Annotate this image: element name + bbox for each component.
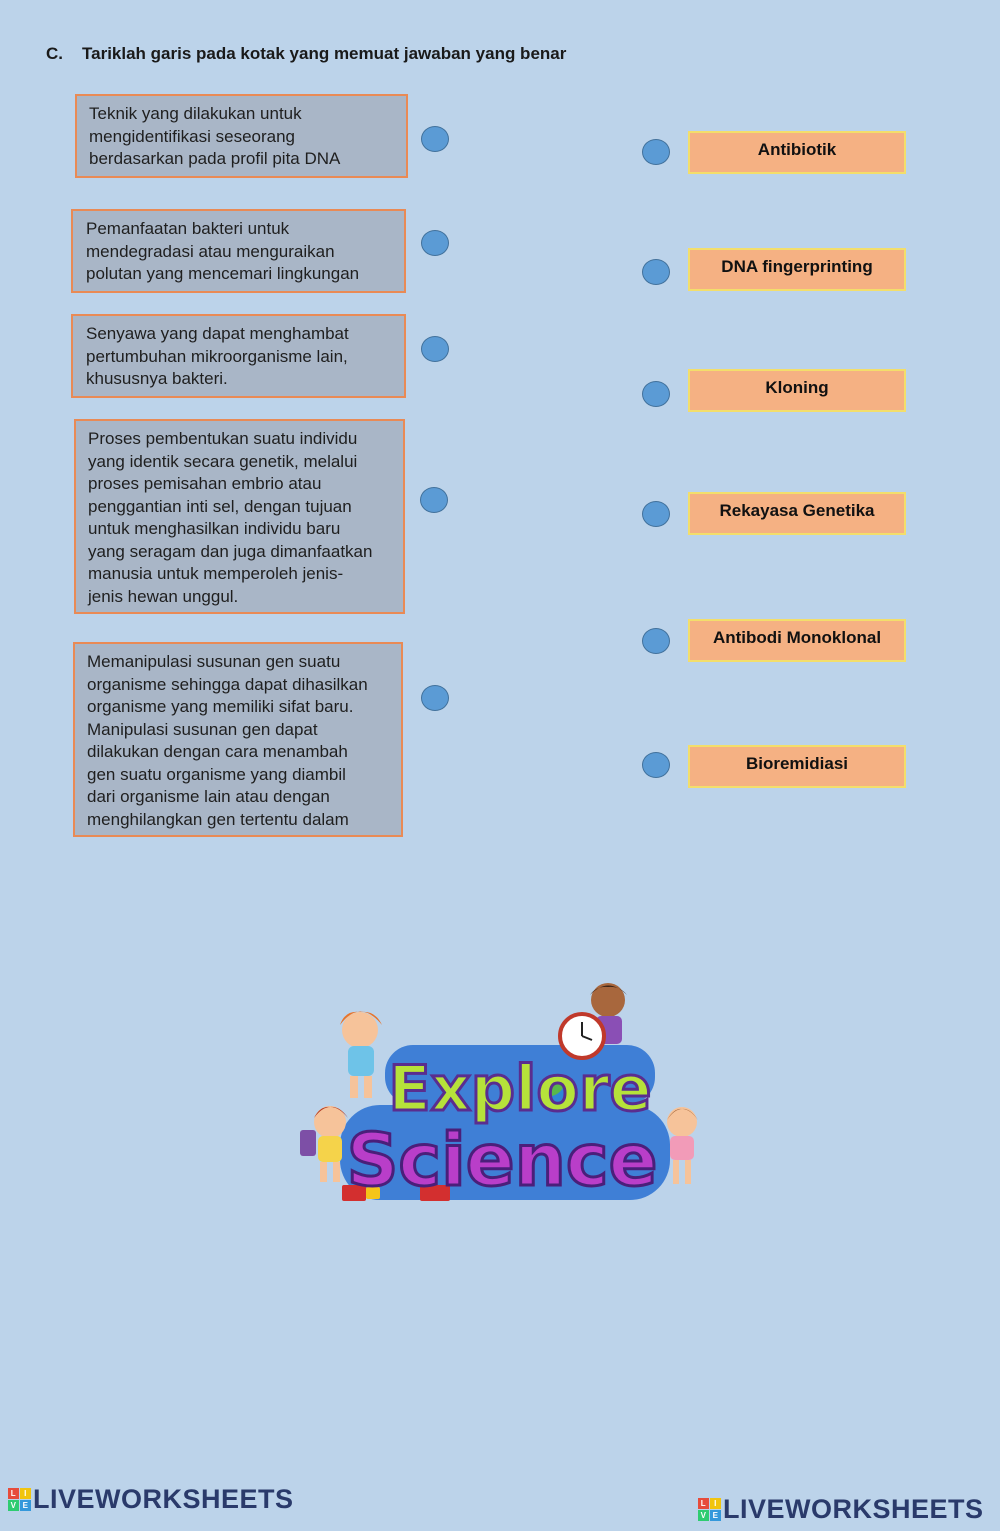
question-line: dari organisme lain atau dengan <box>87 787 330 806</box>
question-line: Proses pembentukan suatu individu <box>88 429 358 448</box>
left-connector-dot-5[interactable] <box>421 685 449 711</box>
question-line: Manipulasi susunan gen dapat <box>87 719 318 739</box>
question-box-1 <box>75 94 408 178</box>
right-connector-dot-4[interactable] <box>642 501 670 527</box>
instruction-text: Tariklah garis pada kotak yang memuat jawaban yang benar <box>82 44 567 63</box>
question-line: yang identik secara genetik, melalui <box>88 451 358 471</box>
liveworksheets-brand-left <box>8 1484 294 1515</box>
question-line: Pemanfaatan bakteri untuk <box>86 219 290 238</box>
liveworksheets-brand-right <box>698 1494 984 1525</box>
question-line: menghilangkan gen tertentu dalam <box>87 809 349 829</box>
question-line: jenis hewan unggul. <box>88 586 239 606</box>
question-line: polutan yang mencemari lingkungan <box>86 264 360 283</box>
answer-box-5: Antibodi Monoklonal <box>688 619 906 662</box>
explore-science-logo <box>290 980 710 1220</box>
answer-box-6: Bioremidiasi <box>688 745 906 788</box>
left-connector-dot-3[interactable] <box>421 336 449 362</box>
question-line: organisme sehingga dapat dihasilkan <box>87 674 368 694</box>
question-line: Senyawa yang dapat menghambat <box>86 324 349 343</box>
left-connector-dot-4[interactable] <box>420 487 448 513</box>
child-figure-left-bottom-icon <box>300 1106 348 1182</box>
answer-box-2: DNA fingerprinting <box>688 248 906 291</box>
answer-box-4: Rekayasa Genetika <box>688 492 906 535</box>
answer-box-3: Kloning <box>688 369 906 412</box>
child-figure-left-top-icon <box>340 1012 382 1099</box>
liveworksheets-logo-icon: L I V E <box>698 1498 721 1521</box>
right-connector-dot-3[interactable] <box>642 381 670 407</box>
question-line: Teknik yang dilakukan untuk <box>89 104 302 123</box>
question-line: mendegradasi atau menguraikan <box>86 241 335 261</box>
brand-text: LIVEWORKSHEETS <box>723 1494 984 1524</box>
question-line: penggantian inti sel, dengan tujuan <box>88 496 352 516</box>
right-connector-dot-1[interactable] <box>642 139 670 165</box>
left-connector-dot-1[interactable] <box>421 126 449 152</box>
question-line: untuk menghasilkan individu baru <box>88 519 341 538</box>
question-line: proses pemisahan embrio atau <box>88 474 322 493</box>
question-box-2 <box>71 209 406 293</box>
question-line: dilakukan dengan cara menambah <box>87 742 348 761</box>
section-letter: C. <box>46 44 63 63</box>
question-box-5 <box>73 642 403 837</box>
right-connector-dot-6[interactable] <box>642 752 670 778</box>
instruction-heading <box>46 44 566 64</box>
liveworksheets-logo-icon: L I V E <box>8 1488 31 1511</box>
question-line: yang seragam dan juga dimanfaatkan <box>88 541 373 561</box>
question-box-4 <box>74 419 405 614</box>
question-line: organisme yang memiliki sifat baru. <box>87 697 354 716</box>
logo-text-explore: Explore <box>388 1052 652 1125</box>
left-connector-dot-2[interactable] <box>421 230 449 256</box>
right-connector-dot-5[interactable] <box>642 628 670 654</box>
question-line: khususnya bakteri. <box>86 369 228 388</box>
question-line: mengidentifikasi seseorang <box>89 126 296 146</box>
question-line: pertumbuhan mikroorganisme lain, <box>86 346 348 366</box>
question-line: Memanipulasi susunan gen suatu <box>87 652 341 671</box>
question-box-3 <box>71 314 406 398</box>
logo-text-science: Science <box>346 1118 658 1202</box>
brand-text: LIVEWORKSHEETS <box>33 1484 294 1514</box>
question-line: gen suatu organisme yang diambil <box>87 764 346 784</box>
answer-box-1: Antibiotik <box>688 131 906 174</box>
child-figure-right-icon <box>667 1107 698 1184</box>
question-line: manusia untuk memperoleh jenis- <box>88 564 344 583</box>
right-connector-dot-2[interactable] <box>642 259 670 285</box>
question-line: berdasarkan pada profil pita DNA <box>89 149 341 168</box>
